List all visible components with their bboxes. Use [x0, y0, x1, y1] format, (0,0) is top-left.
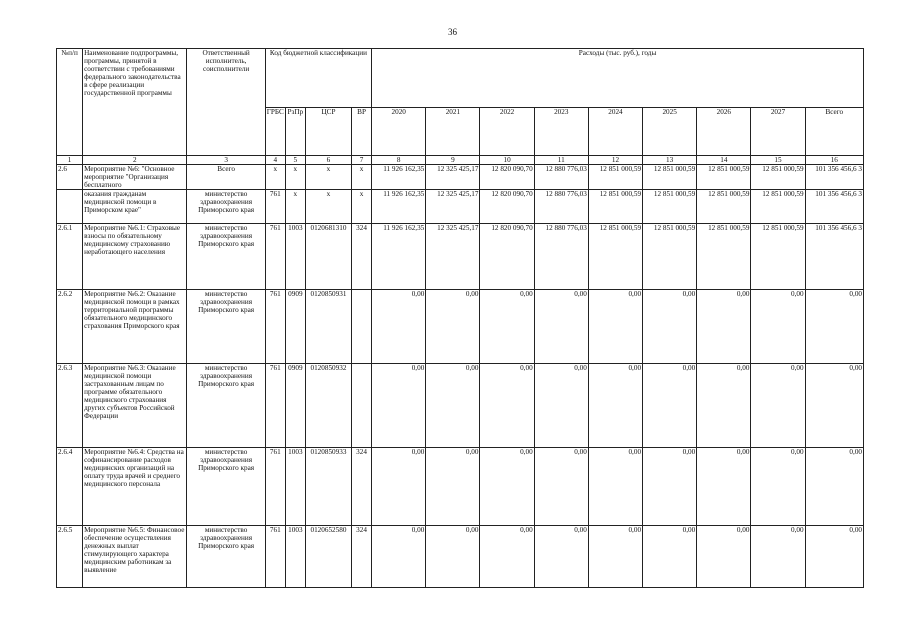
- header-total: Всего: [805, 108, 863, 156]
- row-name: Мероприятие №6.4: Средства на софинансирование расходов медицинских организаций на оплату труда врачей и среднего медицинского персонала: [83, 448, 187, 526]
- header-year-2024: 2024: [588, 108, 642, 156]
- row-csr: 0120850931: [305, 290, 351, 364]
- row-year-value: 12 851 000,59: [697, 190, 751, 224]
- row-executor: министерство здравоохранения Приморского края: [187, 364, 265, 448]
- row-year-value: 0,00: [426, 290, 480, 364]
- row-total-value: 0,00: [805, 364, 863, 448]
- column-number: 16: [805, 156, 863, 165]
- row-year-value: 12 880 776,03: [534, 165, 588, 190]
- table-row: [57, 364, 864, 448]
- row-year-value: 12 325 425,17: [426, 165, 480, 190]
- row-year-value: 12 325 425,17: [426, 190, 480, 224]
- row-year-value: 12 880 776,03: [534, 224, 588, 290]
- column-number: 11: [534, 156, 588, 165]
- row-year-value: 0,00: [588, 364, 642, 448]
- header-num: №п/п: [57, 49, 83, 156]
- row-year-value: 12 851 000,59: [751, 224, 805, 290]
- row-num: [57, 190, 83, 224]
- row-year-value: 0,00: [480, 290, 534, 364]
- row-total-value: 101 356 456,6 3: [805, 190, 863, 224]
- row-vr: 324: [352, 448, 372, 526]
- row-year-value: 0,00: [588, 448, 642, 526]
- row-total-value: 101 356 456,6 3: [805, 165, 863, 190]
- row-num: 2.6.5: [57, 526, 83, 588]
- row-year-value: 0,00: [480, 364, 534, 448]
- header-vr: ВР: [352, 108, 372, 156]
- row-year-value: 12 851 000,59: [697, 224, 751, 290]
- header-year-2021: 2021: [426, 108, 480, 156]
- table-body: [57, 156, 864, 588]
- row-year-value: 12 851 000,59: [588, 190, 642, 224]
- row-name: Мероприятие №6.2: Оказание медицинской помощи в рамках территориальной программы обязательного медицинского страхования Приморского края: [83, 290, 187, 364]
- row-year-value: 0,00: [643, 526, 697, 588]
- row-total-value: 0,00: [805, 290, 863, 364]
- row-csr: 0120850932: [305, 364, 351, 448]
- header-rzpr: РзПр: [285, 108, 305, 156]
- row-rzpr: 1003: [285, 526, 305, 588]
- row-name: оказания гражданам медицинской помощи в Приморском крае": [83, 190, 187, 224]
- row-year-value: 0,00: [372, 364, 426, 448]
- column-number: 12: [588, 156, 642, 165]
- row-year-value: 0,00: [426, 448, 480, 526]
- header-csr: ЦСР: [305, 108, 351, 156]
- column-number: 2: [83, 156, 187, 165]
- row-grbs: 761: [265, 224, 285, 290]
- row-rzpr: 1003: [285, 224, 305, 290]
- row-total-value: 0,00: [805, 448, 863, 526]
- row-rzpr: 1003: [285, 448, 305, 526]
- row-year-value: 0,00: [480, 526, 534, 588]
- row-year-value: 12 851 000,59: [697, 165, 751, 190]
- column-number: 8: [372, 156, 426, 165]
- row-year-value: 12 820 090,70: [480, 165, 534, 190]
- row-vr: [352, 364, 372, 448]
- row-year-value: 0,00: [426, 526, 480, 588]
- row-year-value: 0,00: [697, 448, 751, 526]
- row-vr: x: [352, 190, 372, 224]
- row-name: Мероприятие №6.3: Оказание медицинской помощи застрахованным лицам по программе обязательного медицинского страхования других субъектов Российской Федерации: [83, 364, 187, 448]
- row-executor: министерство здравоохранения Приморского края: [187, 190, 265, 224]
- header-executor: Ответственный исполнитель, соисполнители: [187, 49, 265, 156]
- row-executor: министерство здравоохранения Приморского края: [187, 224, 265, 290]
- row-year-value: 0,00: [372, 448, 426, 526]
- budget-expenses-table: [56, 48, 864, 588]
- row-num: 2.6.1: [57, 224, 83, 290]
- row-vr: x: [352, 165, 372, 190]
- row-name: Мероприятие №6.1: Страховые взносы по обязательному медицинскому страхованию неработающего населения: [83, 224, 187, 290]
- row-year-value: 0,00: [588, 290, 642, 364]
- header-name: Наименование подпрограммы, программы, принятой в соответствии с требованиями федерального законодательства в сфере реализации государственной программы: [83, 49, 187, 156]
- column-number: 15: [751, 156, 805, 165]
- row-grbs: x: [265, 165, 285, 190]
- row-year-value: 12 851 000,59: [588, 224, 642, 290]
- column-number: 13: [643, 156, 697, 165]
- row-year-value: 12 851 000,59: [643, 224, 697, 290]
- row-csr: x: [305, 165, 351, 190]
- row-year-value: 12 820 090,70: [480, 190, 534, 224]
- table-row: [57, 165, 864, 190]
- row-year-value: 0,00: [697, 364, 751, 448]
- row-year-value: 0,00: [426, 364, 480, 448]
- row-year-value: 0,00: [534, 448, 588, 526]
- row-year-value: 12 851 000,59: [751, 190, 805, 224]
- header-year-2023: 2023: [534, 108, 588, 156]
- column-number: 4: [265, 156, 285, 165]
- row-year-value: 0,00: [751, 526, 805, 588]
- page-number: 36: [448, 27, 457, 37]
- column-number: 3: [187, 156, 265, 165]
- row-total-value: 101 356 456,6 3: [805, 224, 863, 290]
- column-number: 14: [697, 156, 751, 165]
- row-year-value: 0,00: [751, 290, 805, 364]
- row-year-value: 0,00: [372, 526, 426, 588]
- row-rzpr: 0909: [285, 364, 305, 448]
- row-grbs: 761: [265, 526, 285, 588]
- row-grbs: 761: [265, 448, 285, 526]
- column-number: 5: [285, 156, 305, 165]
- row-csr: 0120681310: [305, 224, 351, 290]
- row-rzpr: x: [285, 190, 305, 224]
- row-grbs: 761: [265, 290, 285, 364]
- row-year-value: 0,00: [372, 290, 426, 364]
- table-row: [57, 290, 864, 364]
- table-row: [57, 448, 864, 526]
- row-num: 2.6.4: [57, 448, 83, 526]
- table-row: [57, 190, 864, 224]
- row-year-value: 0,00: [643, 364, 697, 448]
- column-number: 6: [305, 156, 351, 165]
- header-year-2025: 2025: [643, 108, 697, 156]
- row-vr: 324: [352, 224, 372, 290]
- row-year-value: 0,00: [643, 290, 697, 364]
- row-csr: 0120850933: [305, 448, 351, 526]
- row-year-value: 11 926 162,35: [372, 190, 426, 224]
- table-row: [57, 224, 864, 290]
- row-name: Мероприятие №6: "Основное мероприятие "Организация бесплатного: [83, 165, 187, 190]
- row-year-value: 11 926 162,35: [372, 165, 426, 190]
- row-grbs: 761: [265, 190, 285, 224]
- row-year-value: 0,00: [697, 526, 751, 588]
- table-row: [57, 526, 864, 588]
- row-executor: министерство здравоохранения Приморского края: [187, 526, 265, 588]
- row-year-value: 12 851 000,59: [643, 190, 697, 224]
- row-year-value: 12 851 000,59: [751, 165, 805, 190]
- column-number: 1: [57, 156, 83, 165]
- row-num: 2.6: [57, 165, 83, 190]
- row-year-value: 0,00: [751, 364, 805, 448]
- row-year-value: 12 851 000,59: [643, 165, 697, 190]
- row-year-value: 12 820 090,70: [480, 224, 534, 290]
- row-executor: министерство здравоохранения Приморского края: [187, 290, 265, 364]
- row-csr: x: [305, 190, 351, 224]
- row-total-value: 0,00: [805, 526, 863, 588]
- header-year-2026: 2026: [697, 108, 751, 156]
- row-year-value: 0,00: [534, 364, 588, 448]
- column-number: 10: [480, 156, 534, 165]
- row-year-value: 0,00: [751, 448, 805, 526]
- header-year-2020: 2020: [372, 108, 426, 156]
- row-year-value: 11 926 162,35: [372, 224, 426, 290]
- row-vr: [352, 290, 372, 364]
- row-year-value: 0,00: [534, 290, 588, 364]
- column-number: 9: [426, 156, 480, 165]
- column-number-row: [57, 156, 864, 165]
- column-number: 7: [352, 156, 372, 165]
- row-num: 2.6.3: [57, 364, 83, 448]
- header-year-2022: 2022: [480, 108, 534, 156]
- row-year-value: 0,00: [534, 526, 588, 588]
- row-executor: Всего: [187, 165, 265, 190]
- row-year-value: 12 880 776,03: [534, 190, 588, 224]
- row-name: Мероприятие №6.5: Финансовое обеспечение осуществления денежных выплат стимулирующего характера медицинским работникам за выявление: [83, 526, 187, 588]
- row-rzpr: x: [285, 165, 305, 190]
- row-rzpr: 0909: [285, 290, 305, 364]
- row-year-value: 0,00: [480, 448, 534, 526]
- header-expenses: Расходы (тыс. руб.), годы: [372, 49, 864, 108]
- row-num: 2.6.2: [57, 290, 83, 364]
- row-year-value: 0,00: [588, 526, 642, 588]
- row-year-value: 0,00: [697, 290, 751, 364]
- header-grbs: ГРБС: [265, 108, 285, 156]
- row-executor: министерство здравоохранения Приморского края: [187, 448, 265, 526]
- header-budget-code: Код бюджетной классификации: [265, 49, 371, 108]
- row-year-value: 0,00: [643, 448, 697, 526]
- row-grbs: 761: [265, 364, 285, 448]
- header-year-2027: 2027: [751, 108, 805, 156]
- row-year-value: 12 325 425,17: [426, 224, 480, 290]
- row-year-value: 12 851 000,59: [588, 165, 642, 190]
- row-vr: 324: [352, 526, 372, 588]
- row-csr: 0120652580: [305, 526, 351, 588]
